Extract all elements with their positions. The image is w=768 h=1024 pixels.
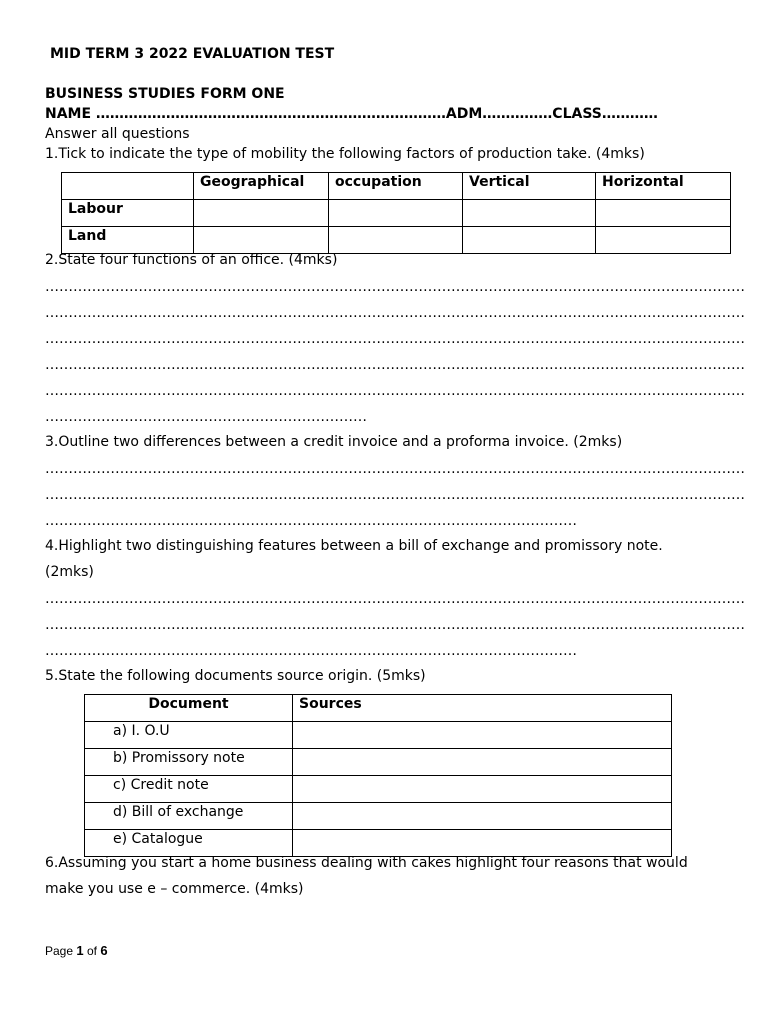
table-header-row xyxy=(85,695,672,722)
answer-cell[interactable] xyxy=(329,227,463,254)
table-header-cell: Geographical xyxy=(194,173,329,200)
answer-cell[interactable] xyxy=(194,200,329,227)
answer-cell[interactable] xyxy=(293,776,672,803)
document-cell: b) Promissory note xyxy=(85,749,293,776)
table-header-cell: occupation xyxy=(329,173,463,200)
question-3: 3.Outline two differences between a credit invoice and a proforma invoice. (2mks) xyxy=(45,434,623,450)
answer-cell[interactable] xyxy=(463,200,596,227)
page-number: 1 xyxy=(76,943,84,958)
document-cell: a) I. O.U xyxy=(85,722,293,749)
answer-line[interactable]: …………………………………………………………………………………………………………………………………… xyxy=(45,357,745,373)
table-header-cell: Document xyxy=(85,695,293,722)
table-row xyxy=(85,722,672,749)
answer-line[interactable]: …………………………………………………………………………………………………………………………………… xyxy=(45,331,745,347)
table-header-cell: Horizontal xyxy=(596,173,731,200)
table-row xyxy=(85,803,672,830)
answer-line[interactable]: …………………………………………………………………………………………………………………………………… xyxy=(45,487,745,503)
answer-line[interactable]: …………………………………………………………… xyxy=(45,409,367,425)
document-cell: d) Bill of exchange xyxy=(85,803,293,830)
row-label: Land xyxy=(62,227,194,254)
question-1: 1.Tick to indicate the type of mobility the following factors of production take. (4mks) xyxy=(45,146,645,162)
table-row xyxy=(85,776,672,803)
answer-line[interactable]: …………………………………………………………………………………………………………………………………… xyxy=(45,383,745,399)
table-header-row xyxy=(62,173,731,200)
page-total: 6 xyxy=(100,943,108,958)
document-cell: e) Catalogue xyxy=(85,830,293,857)
answer-line[interactable]: …………………………………………………………………………………………………………………………………… xyxy=(45,591,745,607)
question-4-marks: (2mks) xyxy=(45,564,94,580)
answer-line[interactable]: …………………………………………………………………………………………………… xyxy=(45,643,577,659)
answer-cell[interactable] xyxy=(293,803,672,830)
of-word: of xyxy=(86,944,97,958)
table-row xyxy=(85,830,672,857)
answer-line[interactable]: …………………………………………………………………………………………………………………………………… xyxy=(45,617,745,633)
answer-cell[interactable] xyxy=(596,227,731,254)
answer-cell[interactable] xyxy=(463,227,596,254)
row-label: Labour xyxy=(62,200,194,227)
answer-line[interactable]: …………………………………………………………………………………………………………………………………… xyxy=(45,305,745,321)
answer-cell[interactable] xyxy=(293,749,672,776)
answer-line[interactable]: …………………………………………………………………………………………………………………………………… xyxy=(45,461,745,477)
table-header-cell: Sources xyxy=(293,695,672,722)
page-footer xyxy=(45,943,108,958)
table-row xyxy=(85,749,672,776)
answer-cell[interactable] xyxy=(293,830,672,857)
table-header-cell xyxy=(62,173,194,200)
question-6-line-2: make you use e – commerce. (4mks) xyxy=(45,881,304,897)
table-row xyxy=(62,227,731,254)
name-adm-class-line: NAME …………………………………………………………………ADM……………CLASS………… xyxy=(45,106,658,122)
instruction: Answer all questions xyxy=(45,126,190,142)
mobility-table xyxy=(61,172,731,254)
answer-cell[interactable] xyxy=(329,200,463,227)
document-cell: c) Credit note xyxy=(85,776,293,803)
answer-cell[interactable] xyxy=(596,200,731,227)
question-5: 5.State the following documents source origin. (5mks) xyxy=(45,668,426,684)
page-word: Page xyxy=(45,944,74,958)
table-header-cell: Vertical xyxy=(463,173,596,200)
answer-cell[interactable] xyxy=(293,722,672,749)
documents-table xyxy=(84,694,672,857)
test-title: MID TERM 3 2022 EVALUATION TEST xyxy=(50,46,335,62)
question-2: 2.State four functions of an office. (4mks) xyxy=(45,252,338,268)
answer-cell[interactable] xyxy=(194,227,329,254)
table-row xyxy=(62,200,731,227)
answer-line[interactable]: …………………………………………………………………………………………………………………………………… xyxy=(45,279,745,295)
question-6-line-1: 6.Assuming you start a home business dealing with cakes highlight four reasons that would xyxy=(45,855,688,871)
question-4: 4.Highlight two distinguishing features between a bill of exchange and promissory note. xyxy=(45,538,663,554)
subject-line: BUSINESS STUDIES FORM ONE xyxy=(45,86,285,102)
answer-line[interactable]: …………………………………………………………………………………………………… xyxy=(45,513,577,529)
